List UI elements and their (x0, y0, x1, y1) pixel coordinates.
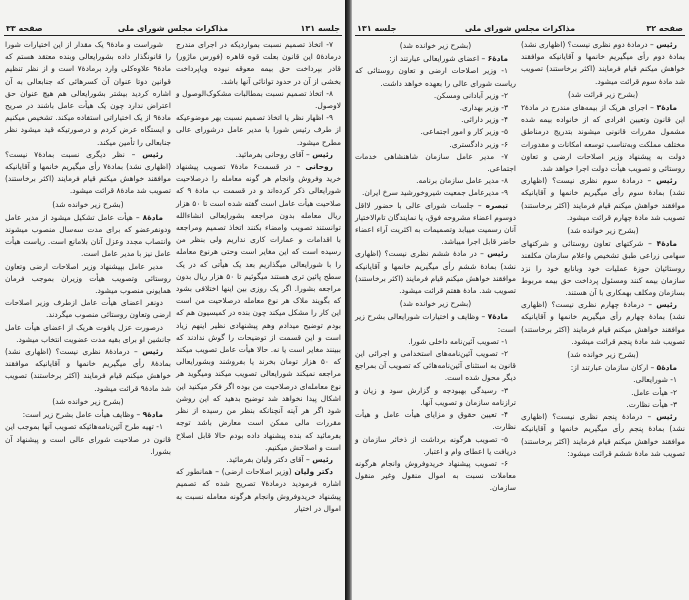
running-header (4, 24, 342, 36)
paragraph (5, 421, 171, 458)
paragraph-text: – شرکتهای تعاون روستائی و شرکتهای سهامی زراعی طبق تشخیص واعلام سازمان مکلفند روستائیان حوزهٔ عملیات خود وبانابع خود را نزد سازمان بیمه کنند ومسئول پرداخت حق بیمه مربوط بسازمان ومکلف بهمکاری با آن هستند. (521, 239, 685, 298)
book-binding-gutter (345, 0, 352, 600)
paragraph (5, 322, 171, 346)
text-column-right (176, 39, 341, 515)
paragraph (355, 336, 516, 348)
paragraph-text: ۸- اتخاذ تصمیم نسبت بمطالبات مشکوک‌الوصول و لاوصول. (176, 88, 341, 111)
paragraph-text: ۷- مدیر عامل سازمان شاهنشاهی خدمات اجتماعی. (355, 151, 516, 174)
speaker-paragraph (355, 200, 516, 249)
stage-direction (521, 225, 685, 237)
speaker-paragraph (355, 53, 516, 65)
paragraph-text: شوراست و مادهٔ۹ یک مقدار از این اختیارات شورا را قانونگذار داده بشورایعالی وبنده معتقد هستم که مادهٔ۹ علاوه‌کلی وارد برمادهٔ۷ است و از نظر تنظیم قوانین دوتا عنوان آن کسرهائی که جنابعالی به آن اشاره کردید بیشتر بشورایعالی هم هیچ عنوان حق اعتراض ندارد چون یک هیأت عامل باشند در صریح مادهٔ۹ از یک اختیاراتی استفاده میکند. تشخیص میکنیم و ایستگاه عرض کردم و درصورتیکه قید میشود نظر جنابعالی را تأمین میکند. (5, 40, 171, 147)
paragraph-text: ۱- شورایعالی. (633, 375, 677, 385)
paragraph-text: – ارکان سازمان عبارتند از: (570, 363, 657, 373)
journal-title: مذاکرات مجلس شورای ملی (117, 24, 229, 33)
paragraph-text: (بشرح زیر خوانده شد) (567, 350, 639, 360)
paragraph-text: ۷- اتخاذ تصمیم نسبت بمواردیکه در اجرای مندرج درمادهٔ۵ این قانون بعلت قوه قاهره (فورس ماژور) قادر بپرداخت حق بیمه معوقه نبوده ویاپرداخت بخشی از آن در حدود توانائی آنها باشد. (176, 40, 341, 86)
paragraph-text: ۱- تهیه طرح آئین‌نامه‌هائیکه تصویب آنها بموجب این قانون در صلاحیت شورای عالی است و پیشنهاد آن بشورا. (5, 422, 171, 456)
text-column-left (5, 39, 171, 458)
paragraph-text: دونفر اعضای هیأت عامل ازطرف وزیر اصلاحات ارضی وتعاون روستائی منصوب میگردند. (5, 298, 171, 320)
speaker-paragraph (5, 346, 171, 395)
paragraph-text: ۳- وزیر بهداری. (459, 103, 508, 113)
page-32 (345, 0, 689, 600)
paragraph (355, 175, 516, 187)
speaker-paragraph (521, 362, 685, 374)
speaker-label: مادهٔ۹ (142, 410, 163, 420)
paragraph (176, 112, 341, 149)
paragraph (521, 374, 685, 386)
speaker-label: مادهٔ۵ (656, 363, 677, 373)
paragraph-text: ۹- اظهار نظر یا اتخاذ تصمیم نسبت بهر موضوعیکه از طرف رئیس شورا یا مدیر عامل درشورای عالی مطرح میشود. (176, 113, 341, 147)
stage-direction (355, 298, 516, 310)
speaker-label: مادهٔ۸ (142, 212, 163, 222)
paragraph-text: (وزیر اصلاحات ارضی) – همانطور که اشاره فرمودید درمادهٔ۷ تصریح شده که تصمیم پیشنهاد خریدوفروش وانجام هرگونه معامله نسبت به اموال در اختیار (176, 467, 341, 513)
speaker-paragraph (5, 409, 171, 421)
paragraph-text: – وظایف و اختیارات شورایعالی بشرح زیر است: (355, 312, 516, 334)
paragraph-text: ۱- تصویب آئین‌نامه داخلی شورا. (408, 336, 508, 346)
paragraph-text: – درمادهٔ۸ نظری نیست؟ (اظهاری نشد) بمادهٔ۸ رأی میگیریم خانمها و آقایانیکه موافقند خواهش میکنم قیام فرمایند (اکثر برخاستند) تصویب شد مادهٔ۹ قرائت میشود. (5, 347, 171, 393)
paragraph-text: مدیر عامل بپیشنهاد وزیر اصلاحات ارضی وتعاون روستائی وتصویب هیأت وزیران بموجب فرمان همایونی منصوب میشود. (5, 261, 171, 296)
paragraph (5, 39, 171, 149)
speaker-paragraph (5, 212, 171, 261)
paragraph-text: ۴- وزیر دارائی. (461, 115, 508, 125)
paragraph (355, 90, 516, 102)
page-number: صفحه ۳۲ (646, 24, 683, 33)
speaker-label: روحانی (305, 162, 333, 172)
paragraph-text: ۹- مدیرعامل جمعیت شیروخورشید سرخ ایران. (362, 188, 508, 198)
speaker-paragraph (521, 411, 685, 460)
speaker-paragraph (521, 238, 685, 299)
paragraph-text: (بشرح زیر خوانده شد) (52, 199, 124, 209)
paragraph (355, 65, 516, 89)
paragraph-text: – نظر دیگری نسبت بمادهٔ۷ نیست؟ (اظهاری نشد) بمادهٔ۷ رأی میگیریم خانمها و آقایانیکه موافقند خواهش میکنم قیام فرمایند (اکثر برخاستند) تصویب شد مادهٔ۸ قرائت میشود. (5, 149, 171, 196)
speaker-label: رئیس (656, 300, 677, 310)
speaker-paragraph (176, 149, 341, 161)
speaker-label: رئیس (142, 347, 163, 357)
paragraph-text: – درمادهٔ چهارم نظری نیست؟ (اظهاری نشد) بمادهٔ چهارم رأی میگیریم خانمها و آقایانیکه موافقند خواهش میکنم قیام فرمایند (اکثر برخاستند) تصویب شد مادهٔ پنجم قرائت میشود. (521, 300, 685, 346)
speaker-label: رئیس (656, 412, 677, 422)
speaker-paragraph (521, 102, 685, 175)
stage-direction (521, 349, 685, 361)
paragraph-text: – هیأت عامل تشکیل میشود از مدیر عامل ودونفرعضو که برای مدت سه‌سال منصوب میشوند وانتصاب مجدد وعزل آنان بلامانع است. ریاست هیأت عامل نیز با مدیر عامل است. (5, 212, 171, 259)
page-number: صفحه ۳۳ (6, 24, 43, 33)
paragraph (355, 409, 516, 433)
speaker-paragraph (521, 299, 685, 348)
paragraph-text: – آقای دکتر ولیان بفرمائید. (226, 454, 313, 464)
paragraph-text: – در قسمت۶ مادهٔ۷ تصویب پیشنهاد خرید وفروش وانجام هر گونه معامله را درصلاحیت شورایعالی ذکر کرده‌اند و در قسمت ب مادهٔ ۹ که صلاحیت هیأت عامل است گفته شده است تا ۵۰ هزار ریال معامله بدون مراجعه بشورایعالی انشاءالله توانستند تصویب وامضاء بکنند اتخاذ تصمیم ومراجعه با اقدامات و عمارات کاری نداریم ولی بنظر من رسیده است که این مغایر است وحتی هرنوع معامله را با شورایعالی میگذاریم بعد یک هیأتی که در یک سطح پائین تری هستند میگوئیم تا ۵۰ هزار ریال بدون مراجعه بشورا. اگر یک روزی بین اینها اختلافی بشود که بگویند ملاک هر نوع معامله درصلاحیت من است این کار را مشکل میکند چون بنده در کمیسیون هم که بودم توضیح میدادم وهم پیشنهادی نظیر اینهم زیاد است و این قسمت از توضیحات را گوش ندادند که ببینند مغایر است یا نه. حالا هیأت عامل تصویب میکند که ۵۰ هزار تومان بخرند یا بفروشند وبشورایعالی مراجعه نمیکند شورایعالی تصویب میکند ومیگوید هر نوع معامله‌ای درصلاحیت من بوده اگر فکر میکنید این اشکال پیدا نخواهد شد توضیح بدهید که این روشن شود اگر هر آینه آنچنانکه بنظر من رسیده از نظر مقررات مالی ممکن است معارض باشد توجه بفرمائید که بنده پیشنهاد داده بودم حالا قابل اصلاح است و اصلاحش میکنیم. (176, 162, 342, 452)
paragraph-text: – درمادهٔ سوم نظری نیست؟ (اظهاری نشد) بمادهٔ سوم رأی میگیریم خانمها و آقایانیکه موافقند خواهش میکنم قیام فرمایند (اکثر برخاستند) تصویب شد مادهٔ چهارم قرائت میشود. (521, 176, 685, 222)
paragraph (355, 151, 516, 175)
paragraph (355, 139, 516, 151)
speaker-paragraph (355, 248, 516, 297)
paragraph-text: ۵- وزیر کار و امور اجتماعی. (420, 127, 508, 137)
paragraph-text: ۶- وزیر دادگستری. (449, 139, 508, 149)
paragraph-text: – اجرای هریک از بیمه‌های مندرج در مادهٔ۲ این قانون وتعیین افرادی که از خانواده بیمه شده مشمول مقررات قانونی میشوند بتدریج درمناطق مختلف مملکت وبه‌تناسب توسعه امکانات و مقدورات دولت به پیشنهاد وزیر اصلاحات ارضی و تعاون روستائی و تصویب هیأت دولت اجرا خواهد شد. (521, 103, 685, 174)
paragraph (355, 126, 516, 138)
paragraph (521, 399, 685, 411)
paragraph-text: – در مادهٔ ششم نظری نیست؟ (اظهاری نشد) بمادهٔ ششم رأی میگیریم خانمها و آقایانیکه موافقند خواهش میکنم قیام فرمایند (اکثر برخاستند) تصویب شد. مادهٔ هفتم قرائت میشود. (355, 249, 516, 296)
paragraph-text: – اعضای شورایعالی عبارتند از: (389, 54, 488, 64)
paragraph (521, 387, 685, 399)
running-header (355, 24, 685, 36)
paragraph-text: ۲- تصویب آئین‌نامه‌های استخدامی و اجرائی این قانون به استثنای آئین‌نامه‌هائی که تصویب آن بمراجع دیگر محول شده است. (355, 349, 516, 383)
paragraph-text: ۸- مدیر عامل سازمان برنامه. (416, 176, 508, 186)
speaker-label: مادهٔ۳ (656, 103, 677, 113)
speaker-paragraph (355, 311, 516, 335)
paragraph-text: ۲- هیأت عامل. (631, 387, 677, 397)
speaker-paragraph (5, 149, 171, 198)
paragraph (355, 187, 516, 199)
stage-direction (5, 199, 171, 211)
paragraph-text: (بشرح زیر خوانده شد) (399, 41, 472, 50)
text-column-left (355, 39, 516, 495)
paragraph (355, 434, 516, 458)
paragraph-text: ۴- تعیین حقوق و مزایای هیأت عامل و هیأت نظارت. (355, 410, 516, 432)
speaker-paragraph (176, 161, 341, 454)
speaker-paragraph (176, 466, 341, 515)
paragraph-text: (بشرح زیر خوانده شد) (567, 226, 639, 236)
paragraph (5, 297, 171, 321)
speaker-label: رئیس (656, 40, 677, 49)
text-column-right (521, 39, 685, 460)
paragraph-text: (بشرح زیر خوانده شد) (52, 396, 124, 406)
speaker-label: رئیس (312, 454, 333, 464)
speaker-label: مادهٔ۶ (487, 54, 508, 64)
stage-direction (521, 89, 685, 101)
paragraph-text: – آقای روحانی بفرمائید. (235, 149, 313, 159)
paragraph-text: – جلسات شورای عالی با حضور لااقل دوسوم اعضاء مشروحه فوق، یا نمایندگان تام‌الاختیار آنان رسمیت مییابد وتصمیمات به اکثریت آراء اعضاء حاضر قابل اجرا میباشد. (355, 200, 516, 247)
speaker-paragraph (521, 39, 685, 88)
paragraph-text: – درمادهٔ پنجم نظری نیست؟ (اظهاری نشد) بمادهٔ پنجم رأی میگیریم خانمها و آقایانیکه موافقند خواهش میکنم قیام فرمایند (اکثر برخاستند) تصویب شد مادهٔ ششم قرائت میشود: (521, 412, 685, 458)
paragraph (355, 458, 516, 495)
speaker-paragraph (521, 175, 685, 224)
paragraph-text: (بشرح زیر خوانده شد) (399, 299, 472, 309)
paragraph-text: ۱- وزیر اصلاحات ارضی و تعاون روستائی که ریاست شورای عالی را بعهده خواهد داشت. (355, 66, 516, 88)
paragraph (355, 348, 516, 385)
paragraph-text: – وظایف هیأت عامل بشرح زیر است: (22, 410, 143, 420)
speaker-label: مادهٔ۷ (487, 312, 508, 322)
paragraph-text: ۲- وزیر آبادانی ومسکن. (433, 90, 508, 100)
paragraph (176, 88, 341, 112)
speaker-label: رئیس (487, 249, 508, 259)
speaker-paragraph (176, 454, 341, 466)
paragraph-text: ۵- تصویب هرگونه برداشت از ذخائر سازمان و دریافت یا اعطای وام و اعتبار. (355, 434, 516, 456)
paragraph (355, 385, 516, 409)
speaker-label: تبصره (485, 200, 508, 210)
speaker-label: رئیس (656, 176, 677, 186)
paragraph (355, 114, 516, 126)
speaker-label: مادهٔ۴ (656, 239, 677, 249)
paragraph-text: ۳- هیأت نظارت. (626, 399, 677, 409)
speaker-label: رئیس (142, 149, 163, 159)
paragraph-text: درصورت عزل یافوت هریک از اعضای هیأت عامل جانشین او برای بقیه مدت عضویت انتخاب میشود. (5, 322, 171, 344)
paragraph-text: – درمادهٔ دوم نظری نیست؟ (اظهاری نشد) بمادهٔ دوم رأی میگیریم خانمها و آقایانیکه موافقند خواهش میکنم قیام فرمایند (اکثر برخاستند) تصویب شد مادهٔ سوم قرائت میشود. (521, 40, 685, 86)
paragraph-text: ۳- رسیدگی بهبودجه و گزارش سود و زیان و ترازنامه سازمان و تصویب آنها. (355, 385, 516, 407)
stage-direction (355, 40, 516, 52)
session-number: جلسه ۱۳۱ (300, 24, 340, 33)
paragraph-text: (بشرح زیر قرائت شد) (567, 89, 639, 99)
paragraph (5, 261, 171, 298)
paragraph-text: ۶- تصویب پیشنهاد خریدوفروش وانجام هرگونه معاملات نسبت به اموال منقول وغیر منقول سازمان. (355, 458, 516, 493)
journal-title: مذاکرات مجلس شورای ملی (464, 24, 576, 33)
session-number: جلسه ۱۳۱ (357, 24, 397, 33)
speaker-label: دکتر ولیان (294, 467, 334, 477)
paragraph (355, 102, 516, 114)
speaker-label: رئیس (312, 149, 333, 159)
paragraph (176, 39, 341, 88)
stage-direction (5, 396, 171, 408)
